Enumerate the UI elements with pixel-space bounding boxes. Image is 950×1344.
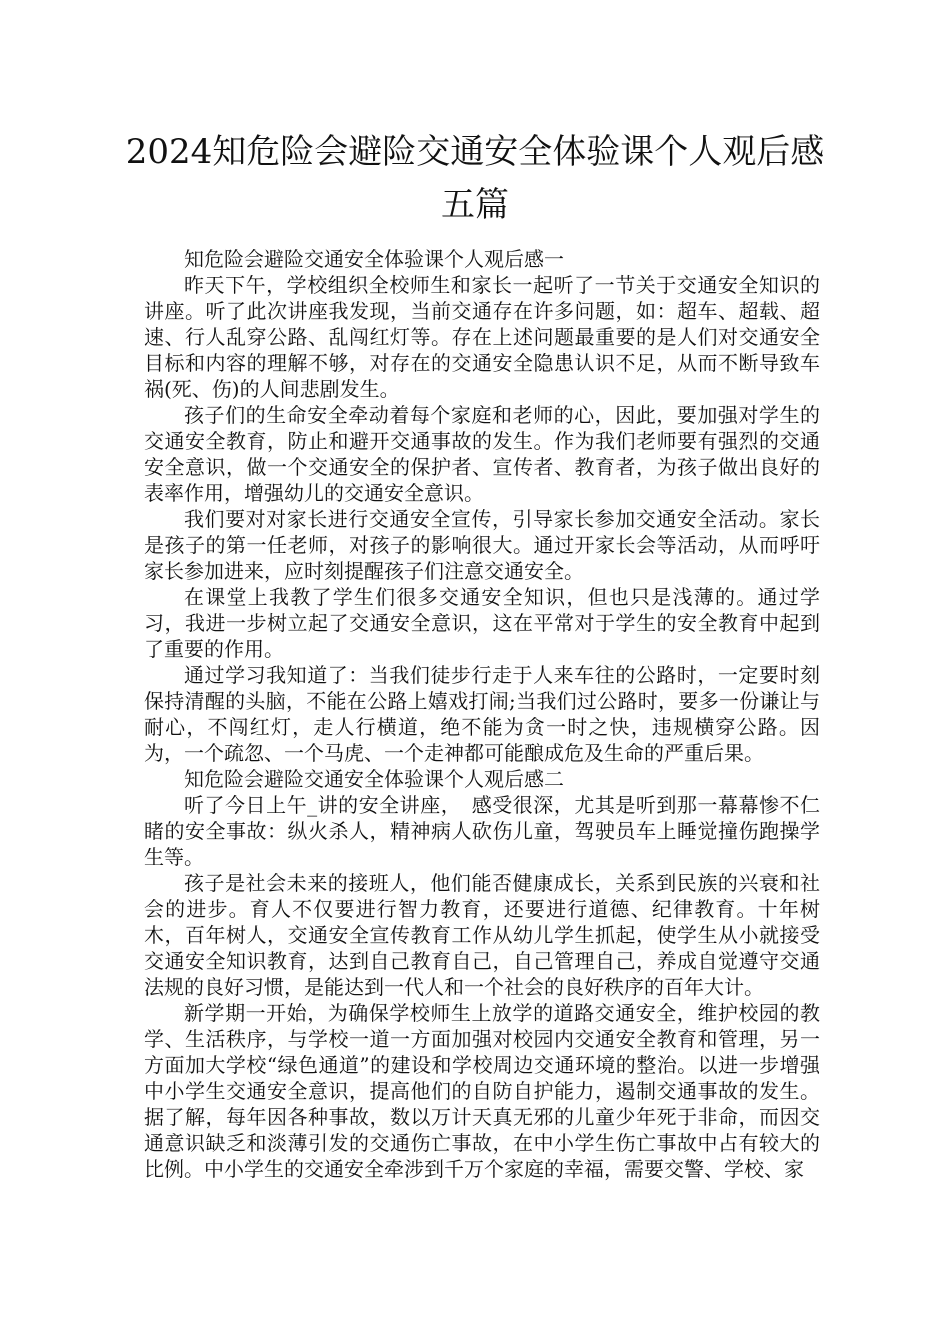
paragraph: 在课堂上我教了学生们很多交通安全知识，但也只是浅薄的。通过学习，我进一步树立起了交通安全意识，这在平常对于学生的安全教育中起到了重要的作用。: [144, 585, 820, 661]
paragraph: 孩子是社会未来的接班人，他们能否健康成长，关系到民族的兴衰和社会的进步。育人不仅要进行智力教育，还要进行道德、纪律教育。十年树木，百年树人，交通安全宣传教育工作从幼儿学生抓起，使学生从小就接受交通安全知识教育，达到自己教育自己，自己管理自己，养成自觉遵守交通法规的良好习惯，是能达到一代人和一个社会的良好秩序的百年大计。: [144, 871, 820, 999]
document-body: [144, 246, 820, 1182]
paragraph: 新学期一开始，为确保学校师生上放学的道路交通安全，维护校园的教学、生活秩序，与学校一道一方面加强对校园内交通安全教育和管理，另一方面加大学校“绿色通道”的建设和学校周边交通环境的整治。以进一步增强中小学生交通安全意识，提高他们的自防自护能力，遏制交通事故的发生。据了解，每年因各种事故，数以万计天真无邪的儿童少年死于非命，而因交通意识缺乏和淡薄引发的交通伤亡事故，在中小学生伤亡事故中占有较大的比例。中小学生的交通安全牵涉到千万个家庭的幸福，需要交警、学校、家: [144, 1001, 820, 1181]
page-title: 2024知危险会避险交通安全体验课个人观后感五篇: [125, 132, 825, 225]
paragraph: 昨天下午，学校组织全校师生和家长一起听了一节关于交通安全知识的讲座。听了此次讲座我发现，当前交通存在许多问题，如：超车、超载、超速、行人乱穿公路、乱闯红灯等。存在上述问题最重要的是人们对交通安全目标和内容的理解不够，对存在的交通安全隐患认识不足，从而不断导致车祸(死、伤)的人间悲剧发生。: [144, 273, 820, 401]
section-heading-1: 知危险会避险交通安全体验课个人观后感一: [184, 247, 564, 271]
paragraph: 通过学习我知道了：当我们徒步行走于人来车往的公路时，一定要时刻保持清醒的头脑，不能在公路上嬉戏打闹;当我们过公路时，要多一份谦让与耐心，不闯红灯，走人行横道，绝不能为贪一时之快，违规横穿公路。因为，一个疏忽、一个马虎、一个走神都可能酿成危及生命的严重后果。: [144, 663, 820, 765]
paragraph: 听了今日上午_讲的安全讲座， 感受很深，尤其是听到那一幕幕惨不仁睹的安全事故：纵火杀人，精神病人砍伤儿童，驾驶员车上睡觉撞伤跑操学生等。: [144, 793, 820, 869]
section-heading-2: 知危险会避险交通安全体验课个人观后感二: [184, 767, 564, 791]
paragraph: 我们要对对家长进行交通安全宣传，引导家长参加交通安全活动。家长是孩子的第一任老师，对孩子的影响很大。通过开家长会等活动，从而呼吁家长参加进来，应时刻提醒孩子们注意交通安全。: [144, 507, 820, 583]
paragraph: 孩子们的生命安全牵动着每个家庭和老师的心，因此，要加强对学生的交通安全教育，防止和避开交通事故的发生。作为我们老师要有强烈的交通安全意识，做一个交通安全的保护者、宣传者、教育者，为孩子做出良好的表率作用，增强幼儿的交通安全意识。: [144, 403, 820, 505]
